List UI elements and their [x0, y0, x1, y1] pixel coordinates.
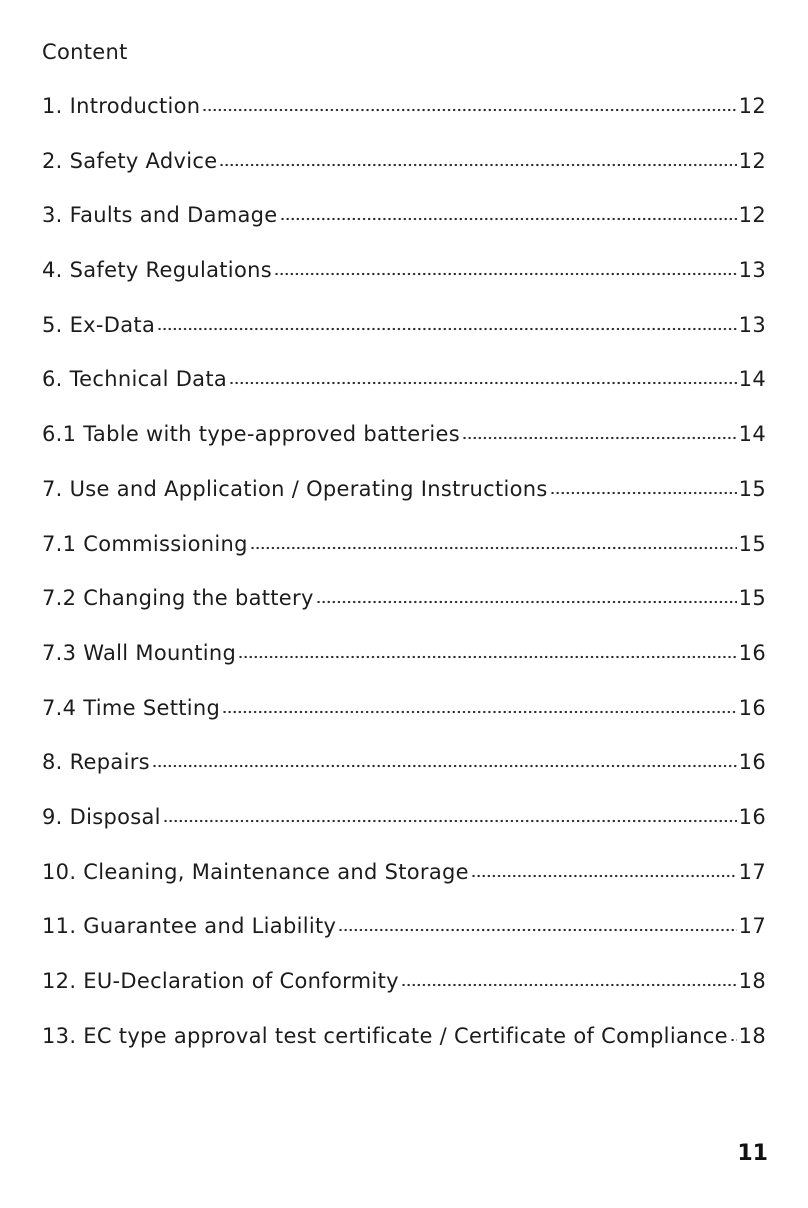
toc-dot-leader — [471, 873, 737, 879]
toc-entry-page: 16 — [738, 750, 766, 775]
toc-entry-title: 3. Faults and Damage — [42, 203, 278, 228]
toc-entry[interactable] — [42, 803, 766, 858]
toc-entry-page: 16 — [738, 804, 766, 829]
toc-entry-title: 7.1 Commissioning — [42, 531, 248, 556]
toc-entry[interactable] — [42, 748, 766, 803]
toc-entry[interactable] — [42, 1022, 766, 1077]
page-number: 11 — [737, 1141, 768, 1166]
toc-entry-page: 16 — [738, 640, 766, 665]
toc-entry-page: 12 — [738, 148, 766, 173]
toc-entry-title: 4. Safety Regulations — [42, 258, 272, 283]
toc-entry-page: 12 — [738, 203, 766, 228]
toc-entry-title: 12. EU-Declaration of Conformity — [42, 969, 399, 993]
toc-entry[interactable] — [42, 530, 766, 585]
toc-entry-page: 13 — [738, 312, 766, 337]
toc-entry-title: 5. Ex-Data — [42, 312, 156, 337]
toc-entry[interactable] — [42, 858, 766, 913]
toc-dot-leader — [202, 107, 736, 113]
toc-entry-title: 6. Technical Data — [42, 367, 228, 392]
toc-entry-title: 8. Repairs — [42, 750, 150, 775]
toc-entry-page: 13 — [738, 258, 766, 283]
toc-dot-leader — [219, 162, 736, 168]
table-of-contents — [42, 92, 766, 1076]
toc-entry[interactable] — [42, 365, 766, 420]
toc-dot-leader — [222, 709, 737, 715]
toc-entry-title: 13. EC type approval test certificate / Certificate of Compliance — [42, 1023, 728, 1048]
toc-dot-leader — [152, 763, 737, 769]
toc-entry[interactable] — [42, 92, 766, 147]
toc-dot-leader — [157, 326, 737, 332]
toc-entry[interactable] — [42, 639, 766, 694]
toc-entry-page: 17 — [738, 859, 766, 884]
toc-entry-page: 15 — [738, 476, 766, 501]
toc-entry-page: 15 — [738, 531, 766, 556]
toc-entry-page: 18 — [738, 1023, 766, 1048]
toc-entry-title: 7.4 Time Setting — [42, 695, 221, 720]
toc-entry-title: 11. Guarantee and Liability — [42, 914, 337, 939]
toc-dot-leader — [229, 380, 737, 386]
toc-entry-title: 7. Use and Application / Operating Instructions — [42, 476, 548, 501]
toc-entry[interactable] — [42, 584, 766, 639]
toc-entry-title: 2. Safety Advice — [42, 148, 218, 173]
toc-entry-title: 7.3 Wall Mounting — [42, 640, 237, 665]
page-title: Content — [42, 40, 128, 64]
toc-entry[interactable] — [42, 967, 766, 1022]
toc-entry-page: 15 — [738, 586, 766, 611]
toc-entry-page: 12 — [738, 94, 766, 118]
toc-dot-leader — [462, 435, 737, 441]
toc-dot-leader — [550, 490, 737, 496]
toc-entry[interactable] — [42, 912, 766, 967]
toc-dot-leader — [338, 927, 736, 933]
toc-entry-page: 16 — [738, 695, 766, 720]
toc-entry[interactable] — [42, 694, 766, 749]
toc-entry[interactable] — [42, 147, 766, 202]
toc-entry-page: 14 — [738, 367, 766, 392]
toc-entry-title: 9. Disposal — [42, 804, 161, 829]
toc-entry-title: 10. Cleaning, Maintenance and Storage — [42, 859, 469, 884]
toc-entry-title: 7.2 Changing the battery — [42, 586, 314, 611]
toc-entry-page: 14 — [738, 422, 766, 447]
toc-entry[interactable] — [42, 311, 766, 366]
toc-entry[interactable] — [42, 475, 766, 530]
toc-entry-page: 17 — [738, 914, 766, 939]
toc-entry-page: 18 — [738, 969, 766, 993]
toc-dot-leader — [238, 654, 737, 660]
toc-dot-leader — [163, 818, 737, 824]
toc-dot-leader — [250, 545, 737, 551]
toc-dot-leader — [316, 599, 737, 605]
toc-entry[interactable] — [42, 420, 766, 475]
toc-dot-leader — [274, 271, 737, 277]
toc-entry-title: 6.1 Table with type-approved batteries — [42, 422, 460, 447]
toc-entry[interactable] — [42, 256, 766, 311]
toc-dot-leader — [401, 982, 737, 988]
toc-entry-title: 1. Introduction — [42, 94, 201, 118]
toc-dot-leader — [280, 216, 737, 222]
toc-dot-leader — [730, 1037, 737, 1043]
toc-entry[interactable] — [42, 201, 766, 256]
